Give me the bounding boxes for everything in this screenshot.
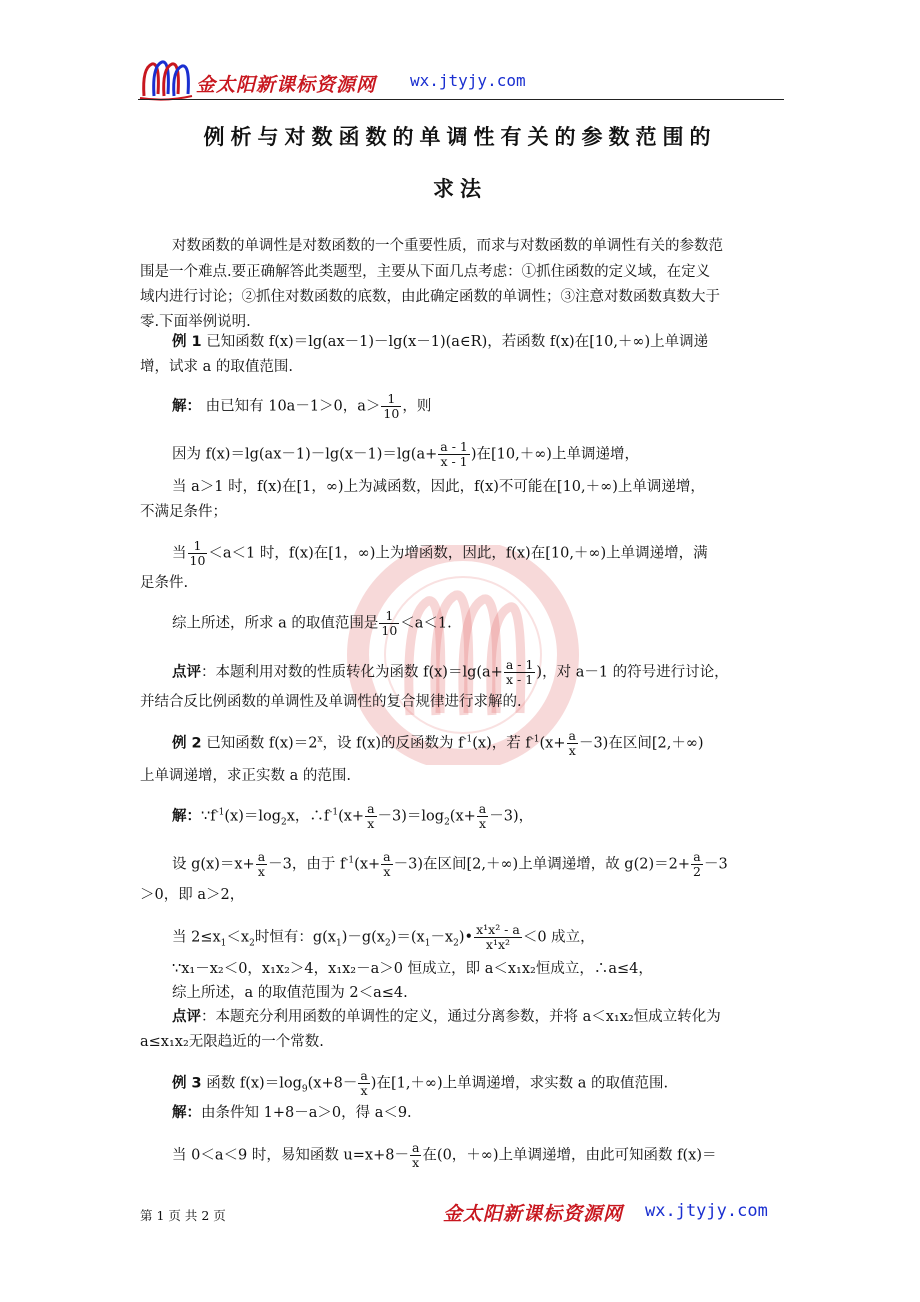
ex1-review-label: 点评 xyxy=(172,664,201,681)
fraction: $\frac{a - 1}{x - 1}$ xyxy=(440,439,468,469)
ex1-label: 例 1 xyxy=(172,334,202,350)
header xyxy=(138,58,784,102)
ex2-review: 点评：本题充分利用函数的单调性的定义，通过分离参数，并将 a＜x₁x₂恒成立转化为 xyxy=(172,1009,721,1025)
ex3-solution: 解：由条件知 1+8－a＞0，得 a＜9. xyxy=(172,1105,412,1121)
ex2-review-2: a≤x₁x₂无限趋近的一个常数. xyxy=(140,1034,324,1050)
footer-url-link[interactable]: wx.jtyjy.com xyxy=(645,1201,768,1221)
fraction: $\frac{a}{x}$ xyxy=(257,849,266,879)
fraction: $\frac{a - 1}{x - 1}$ xyxy=(505,657,534,687)
intro-line-3: 域内进行讨论；②抓住对数函数的底数，由此确定函数的单调性；③注意对数函数真数大于 xyxy=(140,289,720,305)
ex2-label: 例 2 xyxy=(172,735,202,752)
ex2-review-label: 点评 xyxy=(172,1009,201,1025)
intro-line-2: 围是一个难点.要正确解答此类题型，主要从下面几点考虑：①抓住函数的定义域，在定义 xyxy=(140,264,711,280)
ex3-solution-label: 解： xyxy=(172,1105,201,1121)
header-divider xyxy=(138,99,784,100)
fraction: $\frac{a}{x}$ xyxy=(383,849,391,879)
ex2-conclude-1: ∵x₁－x₂＜0，x₁x₂＞4，x₁x₂－a＞0 恒成立，即 a＜x₁x₂恒成立，∴a≤4， xyxy=(172,961,653,977)
fraction: $\frac{a}{x}$ xyxy=(360,1068,368,1098)
fraction: $\frac{\text{x¹x² - a}}{\text{x¹x²}}$ xyxy=(476,922,520,952)
page-title-line2: 求法 xyxy=(433,177,487,201)
ex2-define-g: 设 g(x)＝x+ $\frac{a}{x}$ －3，由于 $f^{-1}(x+$ $\frac{a}{x}$ －3)在区间[2,＋∞)上单调递增，故 g(2)＝2+ $\frac{a}{2}$ －3 xyxy=(172,849,728,879)
ex2-statement: 例 2 已知函数 $f(x)=2^x$，设 f(x)的反函数为 $f^{-1}(x)$，若 $f^{-1}(x+$ $\frac{a}{x}$ －3)在区间[2,＋∞) xyxy=(172,728,704,758)
header-brand: 金太阳新课标资源网 xyxy=(196,74,377,96)
site-logo-icon xyxy=(138,58,194,102)
ex3-solution-2: 当 0＜a＜9 时，易知函数 u=x+8－ $\frac{a}{x}$ 在(0，＋∞)上单调递增，由此可知函数 f(x)＝ xyxy=(172,1140,717,1170)
header-url-link[interactable]: wx.jtyjy.com xyxy=(410,71,526,90)
ex2-solution-label: 解： xyxy=(172,808,201,825)
intro-line-4: 零.下面举例说明. xyxy=(140,314,251,330)
ex1-case2: 当 $\frac{1}{10}$ ＜a＜1 时，f(x)在[1，∞)上为增函数，因此，f(x)在[10,＋∞)上单调递增，满 xyxy=(172,538,708,568)
ex2-inequality: 当 $2\le x_1<x_2$时恒有：$g(x_1)-g(x_2)=(x_1-x_2)•$ $\frac{\text{x¹x² - a}}{\text{x¹x²}}$ ＜0 成立， xyxy=(172,922,595,952)
fraction: $\frac{1}{10}$ xyxy=(383,391,400,421)
ex1-because-line: 因为 f(x)＝lg(ax－1)－lg(x－1)＝lg(a+ $\frac{a - 1}{x - 1}$ )在[10,＋∞)上单调递增， xyxy=(172,439,639,469)
page-number: 第 1 页 共 2 页 xyxy=(140,1208,226,1223)
ex2-conclude-2: 综上所述，a 的取值范围为 2＜a≤4. xyxy=(172,985,408,1001)
ex1-case1: 当 a＞1 时，f(x)在[1，∞)上为减函数，因此，f(x)不可能在[10,＋∞)上单调递增， xyxy=(172,479,705,495)
fraction: $\frac{1}{10}$ xyxy=(189,538,206,568)
ex2-define-g-2: ＞0，即 a＞2， xyxy=(140,887,245,903)
ex3-statement: 例 3 函数 $f(x)=\log_9(x+8-$ $\frac{a}{x}$ )在[1,＋∞)上单调递增，求实数 a 的取值范围. xyxy=(172,1068,669,1098)
ex1-summary: 综上所述，所求 a 的取值范围是 $\frac{1}{10}$ ＜a＜1. xyxy=(172,608,452,638)
fraction: $\frac{1}{10}$ xyxy=(381,608,398,638)
ex2-statement-2: 上单调递增，求正实数 a 的范围. xyxy=(140,768,351,784)
fraction: $\frac{a}{x}$ xyxy=(568,728,576,758)
ex1-solution-label: 解： xyxy=(172,398,201,415)
ex1-review: 点评：本题利用对数的性质转化为函数 f(x)＝lg(a+ $\frac{a - 1}{x - 1}$ )，对 a－1 的符号进行讨论， xyxy=(172,657,729,687)
ex2-solution: 解：$\because f^{-1}(x)=\log_2x$，$\therefore f^{-1}(x+$ $\frac{a}{x}$ $-3)=\log_2(x+$ $\frac{a}{x}$ －3)， xyxy=(172,801,534,831)
ex1-statement: 例 1 已知函数 f(x)＝lg(ax－1)－lg(x－1)(a∈R)，若函数 f(x)在[10,＋∞)上单调递 xyxy=(172,334,709,350)
intro-line-1: 对数函数的单调性是对数函数的一个重要性质，而求与对数函数的单调性有关的参数范 xyxy=(172,238,723,254)
fraction: $\frac{a}{2}$ xyxy=(693,849,701,879)
ex1-review-2: 并结合反比例函数的单调性及单调性的复合规律进行求解的. xyxy=(140,694,522,710)
ex1-case2-2: 足条件. xyxy=(140,575,189,591)
ex1-statement-2: 增，试求 a 的取值范围. xyxy=(140,359,293,375)
fraction: $\frac{a}{x}$ xyxy=(411,1140,420,1170)
fraction: $\frac{a}{x}$ xyxy=(367,801,375,831)
ex1-case1-2: 不满足条件； xyxy=(140,504,227,520)
footer-brand: 金太阳新课标资源网 xyxy=(443,1203,624,1225)
fraction: $\frac{a}{x}$ xyxy=(478,801,487,831)
ex3-label: 例 3 xyxy=(172,1075,202,1092)
page-title: 例析与对数函数的单调性有关的参数范围的 xyxy=(203,125,717,149)
ex1-solution-line: 解： 由已知有 10a－1＞0，a＞ $\frac{1}{10}$ ，则 xyxy=(172,391,432,421)
